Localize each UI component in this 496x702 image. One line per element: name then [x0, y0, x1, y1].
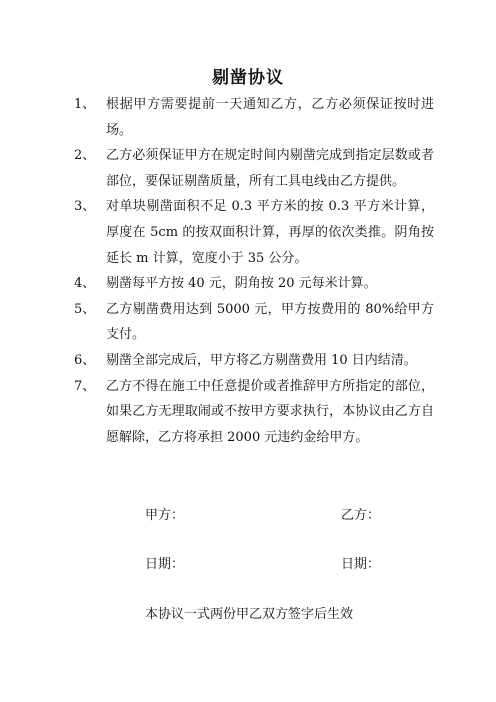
clause-text: 根据甲方需要提前一天通知乙方，乙方必须保证按时进场。 [106, 97, 434, 138]
clause-list [74, 92, 434, 450]
clause-5 [74, 297, 434, 348]
clause-number: 5、 [74, 301, 96, 317]
clause-text: 对单块剔凿面积不足 0.3 平方米的按 0.3 平方米计算，厚度在 5cm 的按双面积计算，再厚的依次类推。阴角按延长 m 计算，宽度小于 35 公分。 [106, 199, 434, 266]
clause-number: 4、 [74, 276, 96, 292]
date-a-label: 日期： [145, 557, 185, 572]
clause-text: 乙方不得在施工中任意提价或者推辞甲方所指定的部位，如果乙方无理取闹或不按甲方要求执行，本协议由乙方自愿解除，乙方将承担 2000 元违约金给甲方。 [106, 378, 434, 445]
clause-text: 乙方剔凿费用达到 5000 元，甲方按费用的 80%给甲方支付。 [106, 301, 434, 343]
party-b-label: 乙方： [341, 508, 381, 523]
clause-text: 剔凿全部完成后，甲方将乙方剔凿费用 10 日内结清。 [106, 352, 417, 368]
clause-number: 6、 [74, 352, 96, 368]
clause-number: 2、 [74, 148, 96, 164]
date-b-label: 日期： [341, 557, 381, 572]
clause-1 [74, 92, 434, 143]
clause-number: 7、 [74, 378, 96, 394]
clause-7 [74, 374, 434, 451]
party-a-label: 甲方： [145, 508, 185, 523]
clause-3 [74, 194, 434, 271]
footer-note: 本协议一式两份甲乙双方签字后生效 [145, 607, 354, 622]
clause-6 [74, 348, 434, 374]
document-title: 剔凿协议 [212, 68, 284, 88]
clause-2 [74, 143, 434, 194]
clause-number: 1、 [74, 97, 96, 112]
clause-text: 剔凿每平方按 40 元，阴角按 20 元每米计算。 [106, 276, 377, 292]
clause-4 [74, 271, 434, 297]
clause-number: 3、 [74, 199, 96, 215]
clause-text: 乙方必须保证甲方在规定时间内剔凿完成到指定层数或者部位，要保证剔凿质量，所有工具电线由乙方提供。 [106, 148, 434, 189]
